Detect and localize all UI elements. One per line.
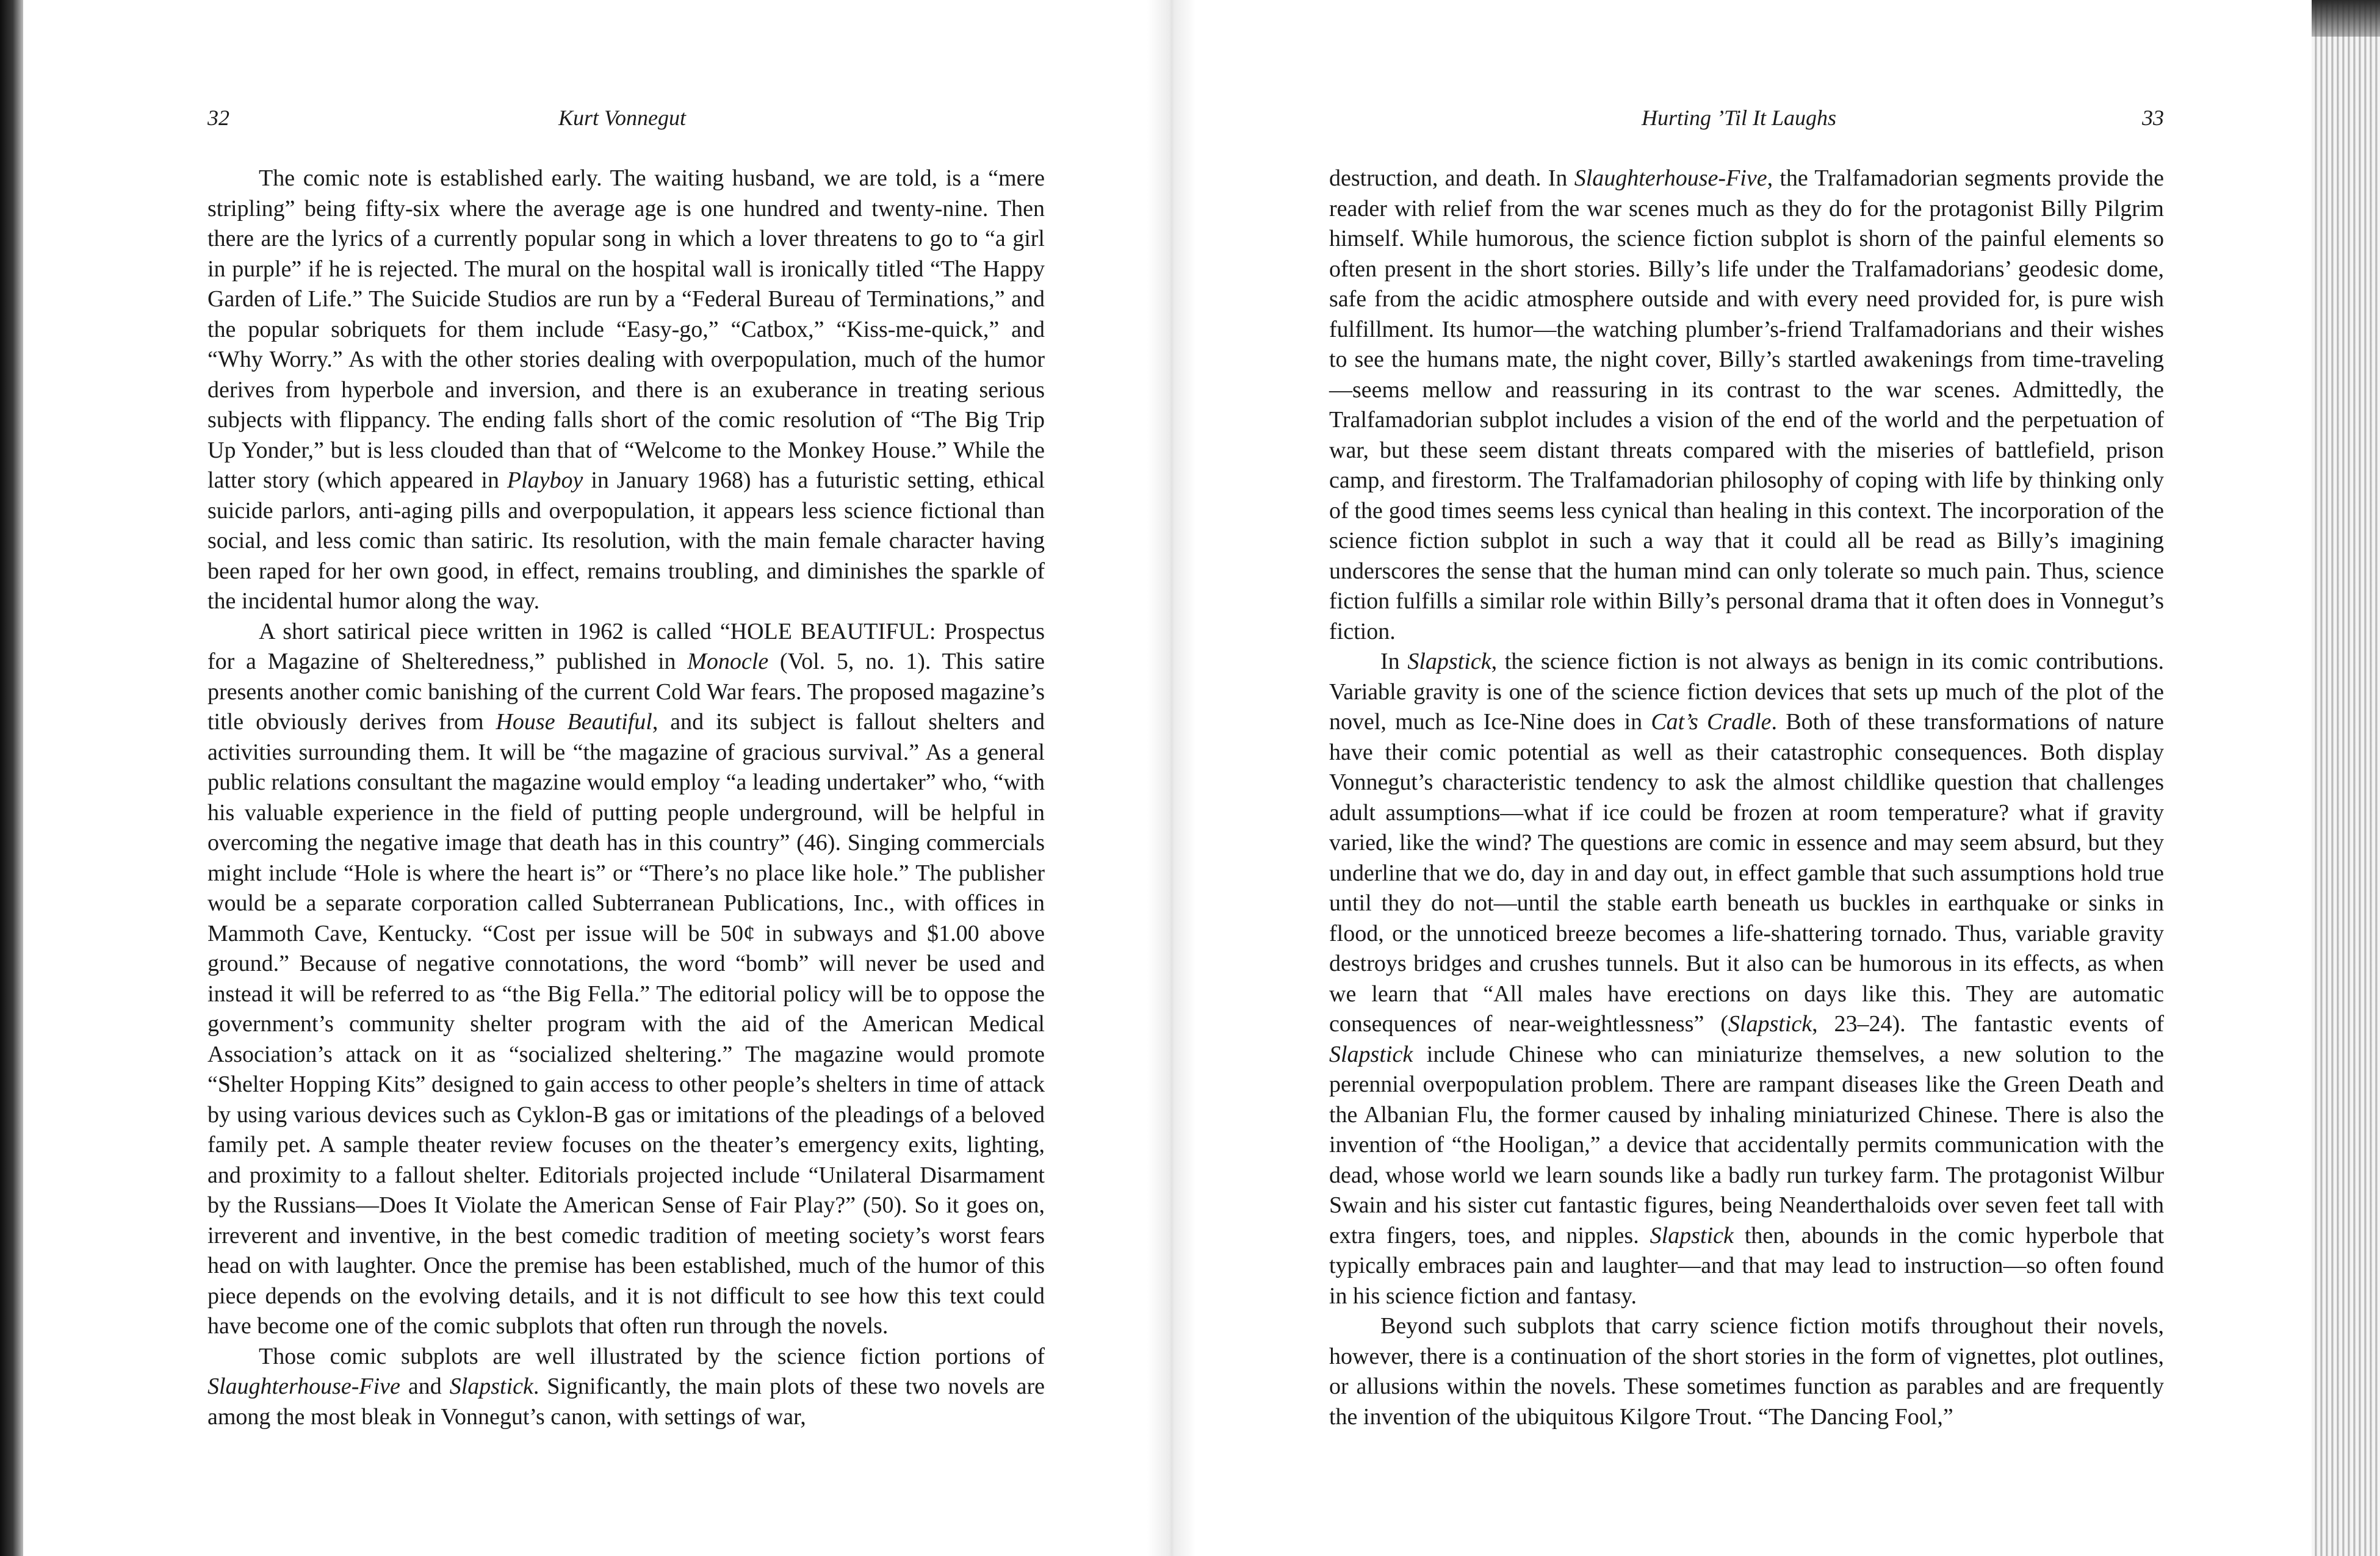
italic-title: Playboy: [507, 467, 583, 493]
italic-title: Slaughterhouse-Five: [1574, 165, 1767, 191]
text-run: . Significantly, the main plots of these two novels are among the most bleak in Vonnegut’s canon, with settings of war,: [207, 1374, 1045, 1430]
book-gutter: [1147, 0, 1196, 1556]
left-page: [207, 0, 1045, 1556]
text-run: in January 1968) has a futuristic setting, ethical suicide parlors, anti-aging pills and overpopulation, it appears less science fictional than social, and less comic than satiric. Its resolution, with the main female character having been raped for her own good, in effect, remains troubling, and diminishes the sparkle of the incidental humor along the way.: [207, 467, 1045, 614]
text-run: , 23–24). The fantastic events of: [1812, 1011, 2164, 1037]
page-edges-shadow: [2312, 0, 2380, 37]
italic-title: Slapstick: [1728, 1011, 1812, 1037]
text-run: , and its subject is fallout shelters and activities surrounding them. It will be “the magazine of gracious survival.” As a general public relations consultant the magazine would employ “a leading undertaker” who, “with his valuable experience in the field of putting people underground, will be helpful in overcoming the negative image that death has in this country” (46). Singing commercials might include “Hole is where the heart is” or “There’s no place like hole.” The publisher would be a separate corporation called Subterranean Publications, Inc., with offices in Mammoth Cave, Kentucky. “Cost per issue will be 50¢ in subways and $1.00 above ground.” Because of negative connotations, the word “bomb” will never be used and instead it will be referred to as “the Big Fella.” The editorial policy will be to oppose the government’s community shelter program with the aid of the American Medical Association’s attack on it as “socialized sheltering.” The magazine would promote “Shelter Hopping Kits” designed to gain access to other people’s shelters in time of attack by using various devices such as Cyklon-B gas or imitations of the pleadings of a beloved family pet. A sample theater review focuses on the theater’s emergency exits, lighting, and proximity to a fallout shelter. Editorials projected include “Unilateral Disarmament by the Russians—Does It Violate the American Sense of Fair Play?” (50). So it goes on, irreverent and inventive, in the best comedic tradition of meeting society’s worst fears head on with laughter. Once the premise has been established, much of the humor of this piece depends on the evolving details, and it is not difficult to see how this text could have become one of the comic subplots that often run through the novels.: [207, 709, 1045, 1339]
running-head: Hurting ’Til It Laughs: [1642, 106, 1837, 130]
text-run: In: [1380, 649, 1408, 674]
text-run: then, abounds in the comic hyperbole that typically embraces pain and laughter—and that may lead to instruction—so often found in his science fiction and fantasy.: [1329, 1222, 2164, 1309]
left-page-body: [207, 164, 1045, 1432]
page-number: 32: [207, 106, 229, 130]
paragraph: [1329, 647, 2164, 1311]
paragraph: [1329, 1311, 2164, 1432]
text-run: . Both of these transformations of nature have their comic potential as well as their catastrophic consequences. Both display Vonnegut’s characteristic tendency to ask the almost childlike question that challenges adult assumptions—what if ice could be frozen at room temperature? what if gravity varied, like the wind? The questions are comic in essence and may seem absurd, but they underline that we do, day in and day out, in effect gamble that such assumptions hold true until they do not—until the stable earth beneath us buckles in earthquake or sinks in flood, or the unnoticed breeze becomes a life-shattering tornado. Thus, variable gravity destroys bridges and crushes tunnels. But it also can be humorous in its effects, as when we learn that “All males have erections on days like this. They are automatic consequences of near-weightlessness” (: [1329, 709, 2164, 1037]
paragraph: [1329, 164, 2164, 647]
italic-title: Slapstick: [1329, 1041, 1413, 1067]
italic-title: House Beautiful: [496, 709, 652, 735]
paragraph: [207, 1342, 1045, 1433]
page-edges: [2312, 0, 2380, 1556]
text-run: destruction, and death. In: [1329, 165, 1574, 191]
italic-title: Slapstick: [1407, 649, 1491, 674]
text-run: A short satirical piece written in 1962 is called “HOLE BEAUTIFUL: Prospectus for a Magazine of Shelteredness,” published in: [207, 618, 1045, 674]
right-page: [1329, 0, 2164, 1556]
text-run: The comic note is established early. The waiting husband, we are told, is a “mere stripling” being fifty-six where the average age is one hundred and twenty-nine. Then there are the lyrics of a currently popular song in which a lover threatens to go to “a girl in purple” if he is rejected. The mural on the hospital wall is ironically titled “The Happy Garden of Life.” The Suicide Studios are run by a “Federal Bureau of Terminations,” and the popular sobriquets for them include “Easy-go,” “Catbox,” “Kiss-me-quick,” and “Why Worry.” As with the other stories dealing with overpopulation, much of the humor derives from hyperbole and inversion, and there is an exuberance in treating serious subjects with flippancy. The ending falls short of the comic resolution of “The Big Trip Up Yonder,” but is less clouded than that of “Welcome to the Monkey House.” While the latter story (which appeared in: [207, 165, 1045, 493]
text-run: Those comic subplots are well illustrated by the science fiction portions of: [259, 1343, 1045, 1369]
italic-title: Slaughterhouse-Five: [207, 1374, 400, 1399]
text-run: Beyond such subplots that carry science fiction motifs throughout their novels, however, there is a continuation of the short stories in the form of vignettes, plot outlines, or allusions within the novels. These sometimes function as parables and are frequently the invention of the ubiquitous Kilgore Trout. “The Dancing Fool,”: [1329, 1313, 2164, 1430]
text-run: , the Tralfamadorian segments provide the reader with relief from the war scenes much as they do for the protagonist Billy Pilgrim himself. While humorous, the science fiction subplot is shorn of the painful elements so often present in the short stories. Billy’s life under the Tralfamadorians’ geodesic dome, safe from the acidic atmosphere outside and with every need provided for, is pure wish fulfillment. Its humor—the watching plumber’s-friend Tralfamadorians and their wishes to see the humans mate, the night cover, Billy’s startled awakenings from time-traveling—seems mellow and reassuring in its contrast to the war scenes. Admittedly, the Tralfamadorian subplot includes a vision of the end of the world and the perpetuation of war, but these seem distant threats compared with the miseries of battlefield, prison camp, and firestorm. The Tralfamadorian philosophy of coping with life by thinking only of the good times seems less cynical than healing in this context. The incorporation of the science fiction subplot in such a way that it could all be read as Billy’s imagining underscores the sense that the human mind can only tolerate so much pain. Thus, science fiction fulfills a similar role within Billy’s personal drama that it often does in Vonnegut’s fiction.: [1329, 165, 2165, 644]
text-run: (Vol. 5, no. 1). This satire presents another comic banishing of the current Cold War fears. The proposed magazine’s title obviously derives from: [207, 649, 1045, 735]
page-number: 33: [2142, 106, 2164, 130]
paragraph: [207, 617, 1045, 1342]
left-binding-shadow: [0, 0, 23, 1556]
running-head: Kurt Vonnegut: [558, 106, 687, 130]
italic-title: Slapstick: [449, 1374, 533, 1399]
italic-title: Monocle: [687, 649, 769, 674]
text-run: include Chinese who can miniaturize themselves, a new solution to the perennial overpopulation problem. There are rampant diseases like the Green Death and the Albanian Flu, the former caused by inhaling miniaturized Chinese. There is also the invention of “the Hooligan,” a device that accidentally permits communication with the dead, whose world we learn sounds like a badly run turkey farm. The protagonist Wilbur Swain and his sister cut fantastic figures, being Neanderthaloids over seven feet tall with extra fingers, toes, and nipples.: [1329, 1041, 2164, 1248]
italic-title: Cat’s Cradle: [1651, 709, 1772, 735]
left-page-header: [207, 105, 1045, 142]
text-run: and: [400, 1374, 450, 1399]
right-page-body: [1329, 164, 2164, 1432]
paragraph: [207, 164, 1045, 617]
italic-title: Slapstick: [1650, 1222, 1734, 1248]
right-page-header: [1329, 105, 2164, 142]
text-run: , the science fiction is not always as benign in its comic contributions. Variable gravity is one of the science fiction devices that sets up much of the plot of the novel, much as Ice-Nine does in: [1329, 649, 2164, 735]
